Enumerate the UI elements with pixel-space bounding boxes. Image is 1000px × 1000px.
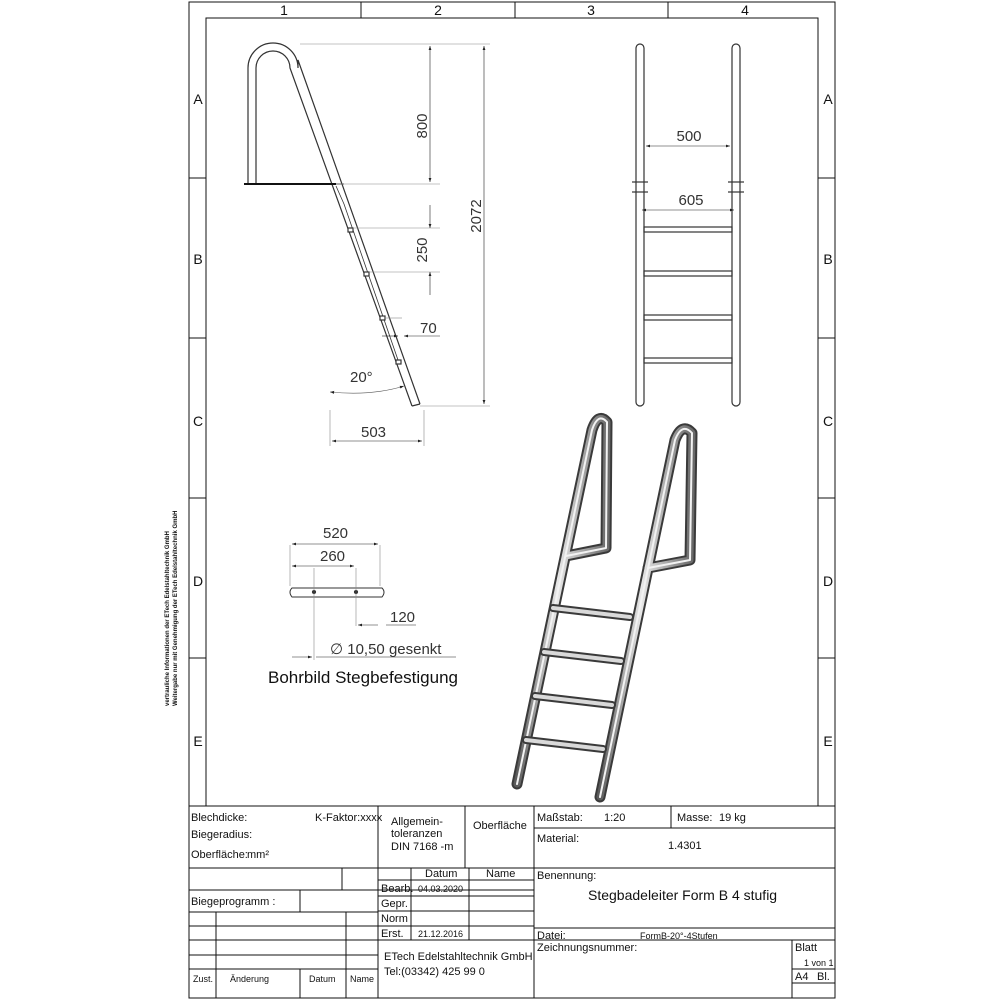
aenderung-label: Änderung (230, 974, 270, 984)
frame-labels (193, 2, 833, 749)
side-note-2: Weitergabe nur mit Genehmigung der ETech Edelstahltechnik GmbH (173, 510, 179, 706)
side-view (244, 43, 420, 406)
col-label-4: 4 (741, 2, 749, 18)
biegeprogramm-label: Biegeprogramm : (191, 896, 276, 908)
blatt-value: 1 von 1 (804, 958, 834, 968)
dim-520: 520 (323, 525, 349, 542)
gepr-label: Gepr. (381, 898, 408, 910)
dim-250: 250 (414, 237, 431, 263)
massstab-label: Maßstab: (537, 812, 583, 824)
detail-caption: Bohrbild Stegbefestigung (268, 668, 458, 687)
dim-605: 605 (678, 192, 704, 209)
side-note-1: vertrauliche Informationen der ETech Edelstahltechnik GmbH (165, 531, 171, 706)
oberflaeche-label: Oberfläche: (191, 849, 248, 861)
drawing-frame (189, 2, 835, 998)
company-tel: Tel:(03342) 425 99 0 (384, 966, 485, 978)
datum-foot: Datum (309, 974, 336, 984)
allgemein-line1: Allgemein- (391, 816, 443, 828)
allgemein-line3: DIN 7168 -m (391, 841, 454, 853)
dim-800: 800 (414, 113, 431, 139)
zeichnungsnummer-label: Zeichnungsnummer: (537, 942, 638, 954)
benennung-value: Stegbadeleiter Form B 4 stufig (588, 887, 778, 903)
allgemein-line2: toleranzen (391, 828, 443, 840)
hole-pattern-dim-text (320, 525, 442, 658)
row-label-b-right: B (823, 251, 833, 267)
row-label-e-left: E (193, 733, 203, 749)
isometric-view (517, 418, 692, 797)
kfaktor-label: K-Faktor:xxxx (315, 812, 383, 824)
masse-label: Masse: (677, 812, 713, 824)
biegeradius-label: Biegeradius: (191, 829, 253, 841)
dim-260: 260 (320, 548, 346, 565)
dim-70: 70 (420, 320, 437, 337)
company-name: ETech Edelstahltechnik GmbH (384, 951, 533, 963)
row-label-d-right: D (822, 573, 834, 589)
dim-angle-20: 20° (350, 369, 373, 386)
side-view-dimensions (300, 44, 490, 446)
dim-2072: 2072 (468, 199, 485, 233)
row-label-e-right: E (823, 733, 833, 749)
massstab-value: 1:20 (604, 812, 626, 824)
row-label-c-right: C (822, 413, 834, 429)
dim-503: 503 (361, 424, 387, 441)
zust-label: Zust. (193, 974, 214, 984)
name-foot: Name (350, 974, 375, 984)
blechdicke-label: Blechdicke: (191, 812, 248, 824)
datei-label: Datei: (537, 930, 566, 942)
row-label-b-left: B (193, 251, 203, 267)
masse-value: 19 kg (719, 812, 746, 824)
bearb-label: Bearb. (381, 883, 414, 895)
material-value: 1.4301 (668, 840, 702, 852)
oberflaeche-head: Oberfläche (473, 820, 527, 832)
col-label-3: 3 (587, 2, 595, 18)
bl-label: Bl. (817, 971, 830, 983)
col-label-1: 1 (280, 2, 288, 18)
blatt-label: Blatt (795, 942, 818, 954)
material-label: Material: (537, 833, 580, 845)
row-label-a-right: A (823, 91, 833, 107)
erst-date: 21.12.2016 (418, 929, 464, 939)
format-value: A4 (795, 971, 809, 983)
front-view (632, 44, 744, 406)
name-head: Name (486, 868, 516, 880)
hole-pattern-detail (290, 588, 384, 597)
dim-500: 500 (676, 128, 702, 145)
benennung-label: Benennung: (537, 870, 597, 882)
side-view-dim-text (350, 113, 485, 441)
datei-value: FormB-20°-4Stufen (640, 931, 718, 941)
dim-120: 120 (390, 609, 416, 626)
bearb-date: 04.03.2020 (418, 884, 464, 894)
row-label-c-left: C (192, 413, 204, 429)
row-label-a-left: A (193, 91, 203, 107)
erst-label: Erst. (381, 928, 404, 940)
row-label-d-left: D (192, 573, 204, 589)
norm-label: Norm (381, 913, 408, 925)
dim-hole-diameter: ∅ 10,50 gesenkt (330, 641, 442, 658)
col-label-2: 2 (434, 2, 442, 18)
datum-head: Datum (425, 868, 458, 880)
oberflaeche-unit: mm² (247, 849, 269, 861)
front-view-dim-text (676, 128, 703, 209)
